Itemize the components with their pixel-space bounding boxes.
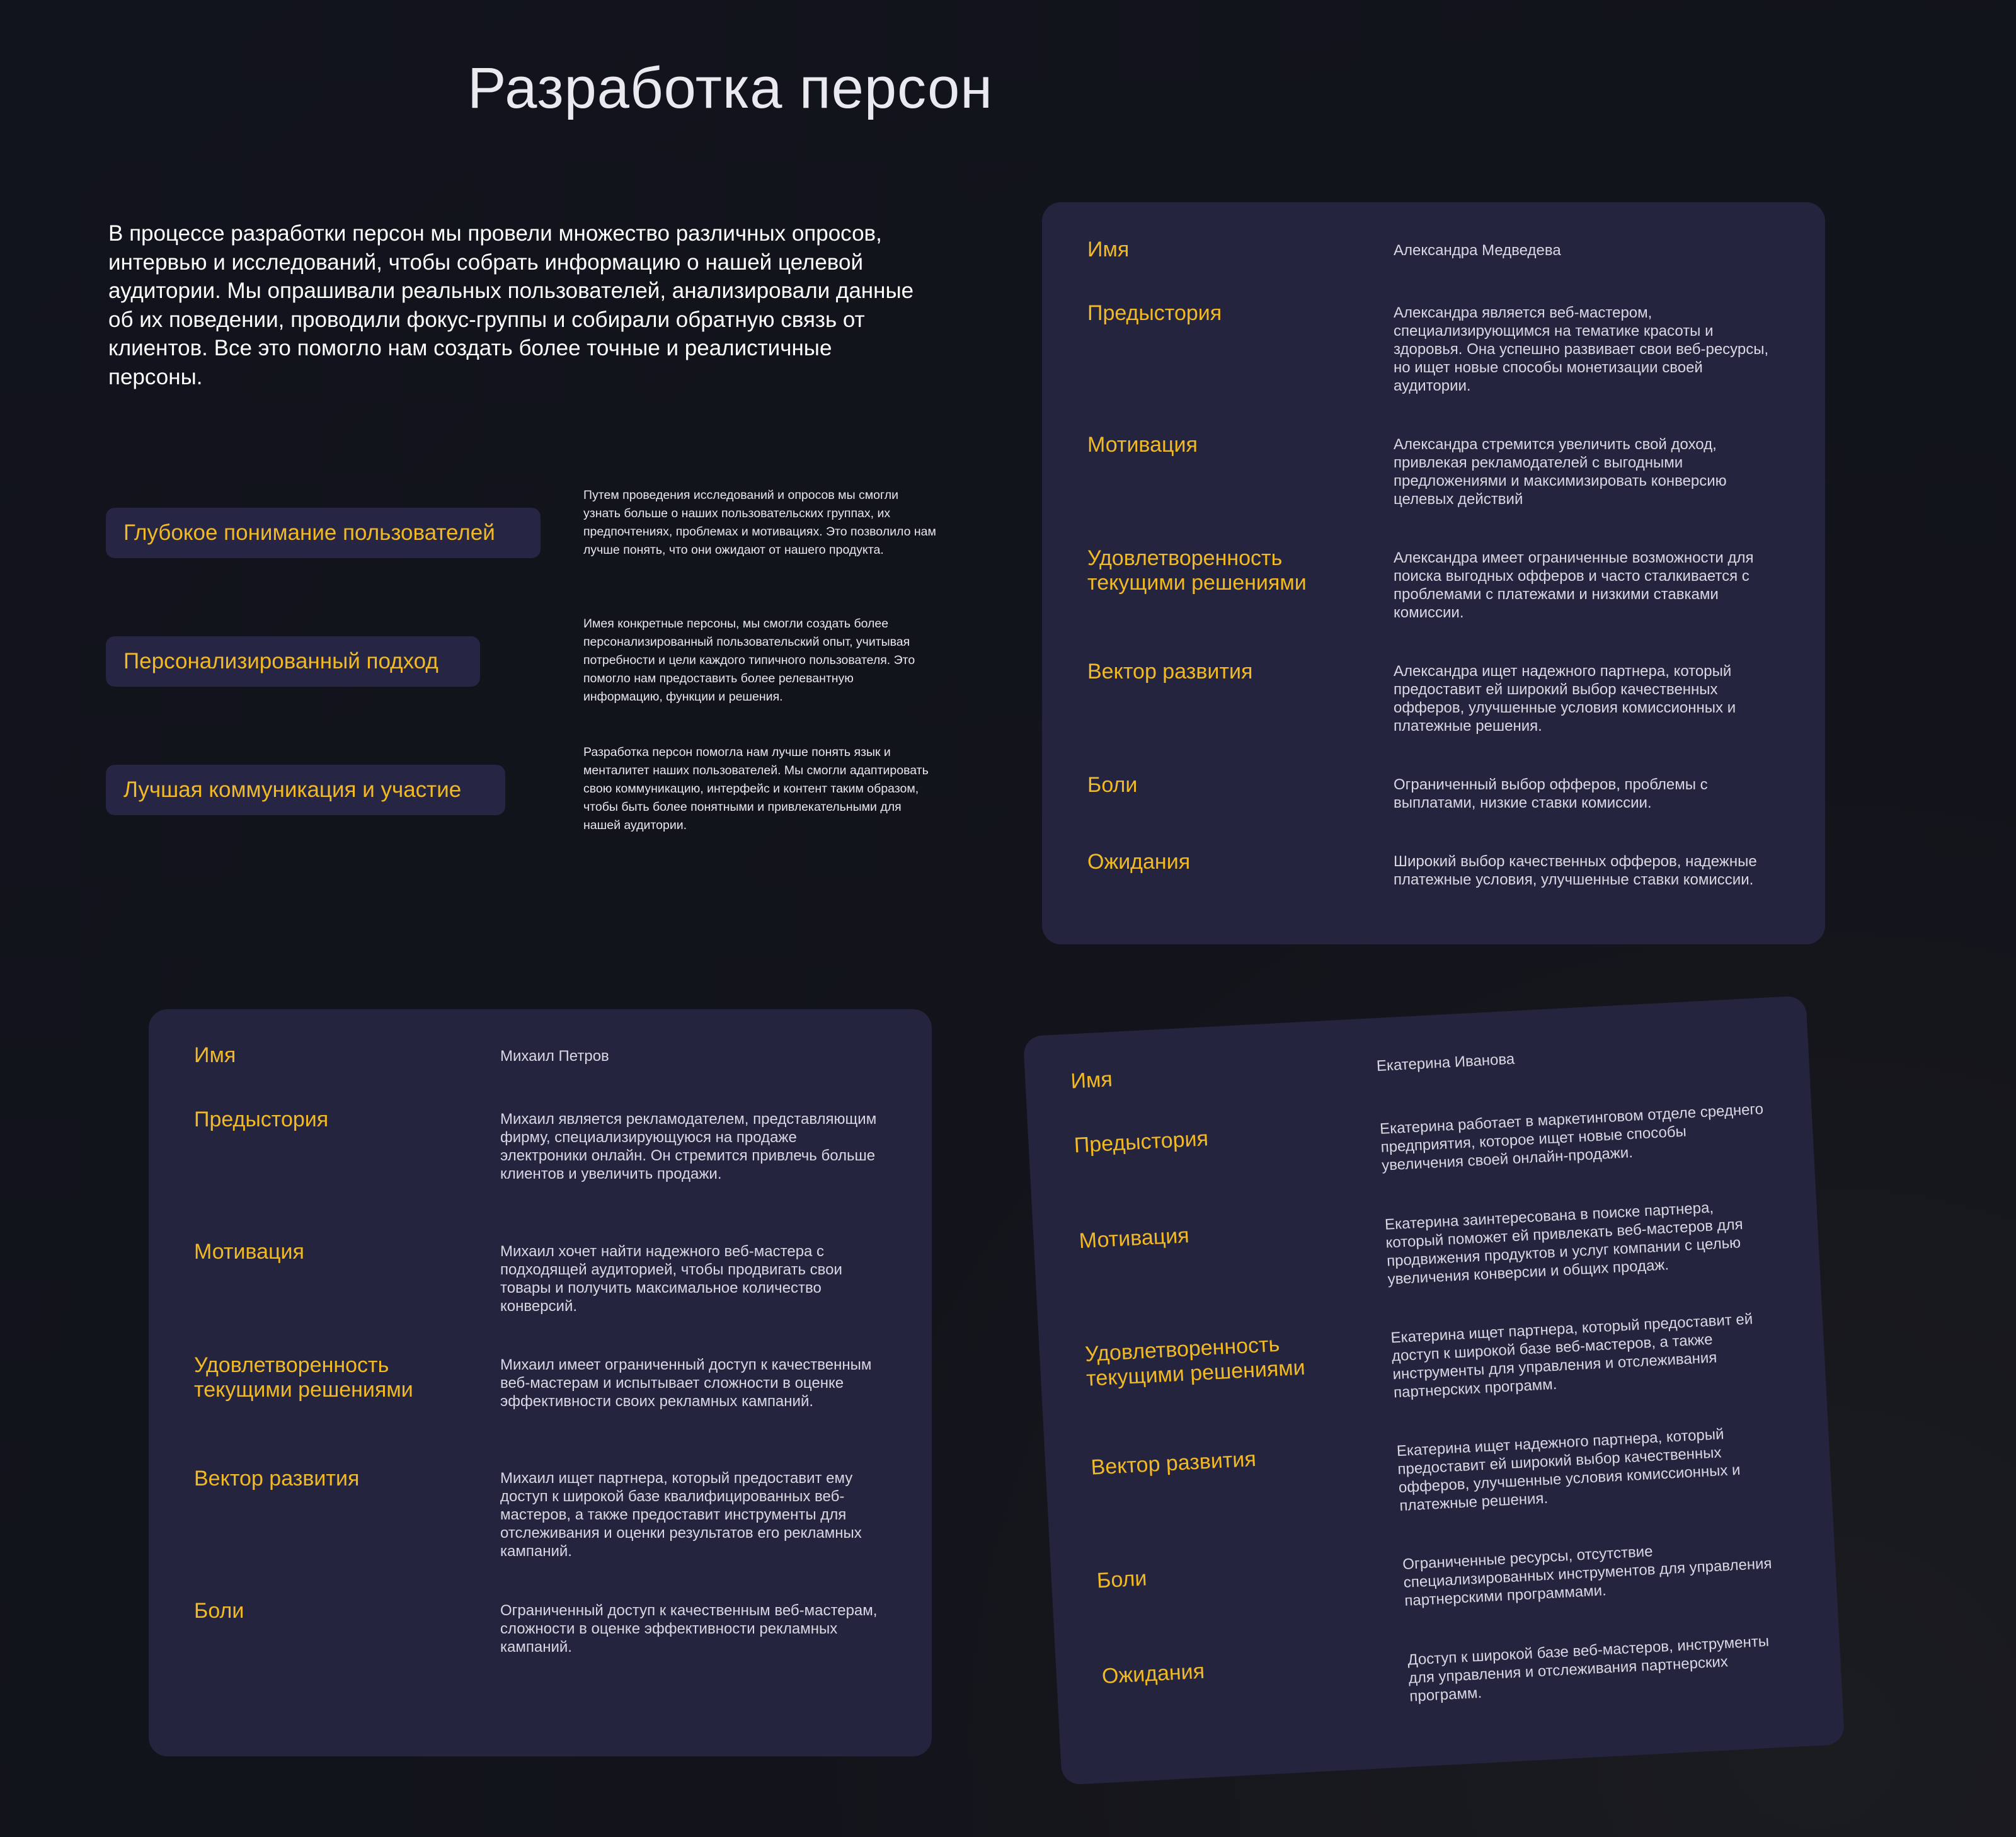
row-label: Предыстория bbox=[194, 1107, 329, 1131]
row-value: Александра имеет ограниченные возможности для поиска выгодных офферов и часто сталкивается с проблемами с платежами и низкими ставками комиссии. bbox=[1394, 549, 1754, 621]
row-label: Вектор развития bbox=[1087, 660, 1253, 684]
row-value: Екатерина заинтересована в поиске партнера, который поможет ей привлекать веб-мастеров для продвижения продуктов и услуг компании с целью увеличения конверсии и общих продаж. bbox=[1384, 1199, 1744, 1288]
row-value: Александра ищет надежного партнера, который предоставит ей широкий выбор качественных офферов, улучшенные условия комиссионных и платежные решения. bbox=[1394, 663, 1736, 735]
persona-row-growth-vector bbox=[1045, 1417, 1828, 1515]
row-value: Александра стремится увеличить свой доход, привлекая рекламодателей с выгодными предложениями и максимизировать конверсию целевых действий bbox=[1394, 436, 1727, 508]
row-value: Широкий выбор качественных офферов, надежные платежные условия, улучшенные ставки комиссии. bbox=[1394, 853, 1757, 888]
benefit-description-communication: Разработка персон помогла нам лучше понять язык и менталитет наших пользователей. Мы смогли адаптировать свою коммуникацию, интерфейс и контент таким образом, чтобы быть более понятными и привлекательными для нашей аудитории. bbox=[583, 745, 929, 832]
row-label: Вектор развития bbox=[194, 1467, 360, 1491]
row-label: Удовлетворенность текущими решениями bbox=[194, 1353, 413, 1402]
row-value: Александра является веб-мастером, специализирующимся на тематике красоты и здоровья. Она успешно развивает свои веб-ресурсы, но ищет новые способы монетизации своей аудитории. bbox=[1394, 304, 1769, 394]
row-value: Михаил является рекламодателем, представляющим фирму, специализирующуюся на продаже электроники онлайн. Он стремится привлечь больше клиентов и увеличить продажи. bbox=[500, 1111, 877, 1182]
row-value: Екатерина Иванова bbox=[1376, 1050, 1515, 1075]
row-value: Ограниченные ресурсы, отсутствие специализированных инструментов для управления партнерскими программами. bbox=[1402, 1543, 1773, 1610]
row-label: Имя bbox=[1070, 1067, 1113, 1094]
persona-row-pains bbox=[1051, 1530, 1833, 1610]
benefit-description-personalization: Имея конкретные персоны, мы смогли создать более персонализированный пользовательский опыт, учитывая потребности и цели каждого типичного пользователя. Это помогло нам предоставить более релевантную информацию, функции и решения. bbox=[583, 617, 915, 704]
row-label: Боли bbox=[1087, 773, 1138, 797]
row-label: Вектор развития bbox=[1090, 1446, 1257, 1480]
persona-row-background bbox=[1028, 1095, 1811, 1174]
row-label: Имя bbox=[1087, 237, 1130, 261]
row-value: Екатерина работает в маркетинговом отделе среднего предприятия, которое ищет новые способы увеличения своей онлайн-продажи. bbox=[1379, 1101, 1764, 1174]
persona-row-name bbox=[1025, 1031, 1807, 1094]
row-label: Удовлетворенность текущими решениями bbox=[1087, 546, 1307, 595]
persona-row-motivation bbox=[1033, 1191, 1816, 1288]
row-value: Михаил Петров bbox=[500, 1048, 609, 1065]
persona-card-alexandra bbox=[1042, 202, 1825, 944]
row-value: Екатерина ищет партнера, который предоставит ей доступ к широкой базе веб-мастеров, а также инструменты для управления и отслеживания партнерских программ. bbox=[1390, 1310, 1753, 1402]
row-label: Удовлетворенность текущими решениями bbox=[1084, 1332, 1306, 1391]
row-value: Ограниченный выбор офферов, проблемы с выплатами, низкие ставки комиссии. bbox=[1394, 776, 1708, 811]
benefit-pill-communication: Лучшая коммуникация и участие bbox=[106, 765, 505, 815]
row-value: Михаил имеет ограниченный доступ к качественным веб-мастерам и испытывает сложности в оценке эффективности своих рекламных кампаний. bbox=[500, 1356, 872, 1410]
row-value: Михаил ищет партнера, который предоставит ему доступ к широкой базе квалифицированных веб-мастеров, а также предоставит инструменты для отслеживания и оценки результатов его рекламных кампаний. bbox=[500, 1470, 862, 1560]
row-label: Ожидания bbox=[1087, 850, 1191, 874]
row-label: Предыстория bbox=[1087, 301, 1222, 325]
row-label: Мотивация bbox=[1078, 1223, 1190, 1254]
row-value: Ограниченный доступ к качественным веб-мастерам, сложности в оценке эффективности рекламных кампаний. bbox=[500, 1602, 878, 1656]
row-label: Имя bbox=[194, 1043, 236, 1067]
intro-paragraph: В процессе разработки персон мы провели множество различных опросов, интервью и исследований, чтобы собрать информацию о нашей целевой аудитории. Мы опрашивали реальных пользователей, анализировали данные об их поведении, проводили фокус-группы и собирали обратную связь от клиентов. Все это помогло нам создать более точные и реалистичные персоны. bbox=[108, 221, 914, 389]
persona-card-ekaterina bbox=[1023, 995, 1845, 1785]
row-label: Боли bbox=[1096, 1566, 1148, 1593]
row-label: Боли bbox=[194, 1599, 244, 1623]
row-label: Предыстория bbox=[1073, 1126, 1209, 1158]
row-value: Михаил хочет найти надежного веб-мастера с подходящей аудиторией, чтобы продвигать свои товары и получить максимальное количество конверсий. bbox=[500, 1243, 842, 1315]
benefit-pill-personalization: Персонализированный подход bbox=[106, 636, 480, 687]
persona-row-expectations bbox=[1056, 1626, 1838, 1705]
persona-row-satisfaction bbox=[1039, 1304, 1821, 1402]
row-label: Мотивация bbox=[194, 1240, 304, 1264]
benefit-description-understanding: Путем проведения исследований и опросов мы смогли узнать больше о наших пользовательских группах, их предпочтениях, проблемах и мотивациях. Это позволило нам лучше понять, что они ожидают от нашего продукта. bbox=[583, 488, 936, 557]
row-value: Александра Медведева bbox=[1394, 242, 1561, 259]
row-value: Доступ к широкой базе веб-мастеров, инструменты для управления и отслеживания партнерских программ. bbox=[1407, 1632, 1770, 1705]
row-label: Мотивация bbox=[1087, 433, 1198, 457]
page-title: Разработка персон bbox=[467, 56, 994, 120]
persona-card-mikhail bbox=[149, 1009, 932, 1756]
benefit-pill-understanding: Глубокое понимание пользователей bbox=[106, 508, 541, 558]
row-label: Ожидания bbox=[1101, 1659, 1205, 1689]
row-value: Екатерина ищет надежного партнера, который предоставит ей широкий выбор качественных офферов, улучшенные условия комиссионных и платежные решения. bbox=[1396, 1426, 1741, 1515]
